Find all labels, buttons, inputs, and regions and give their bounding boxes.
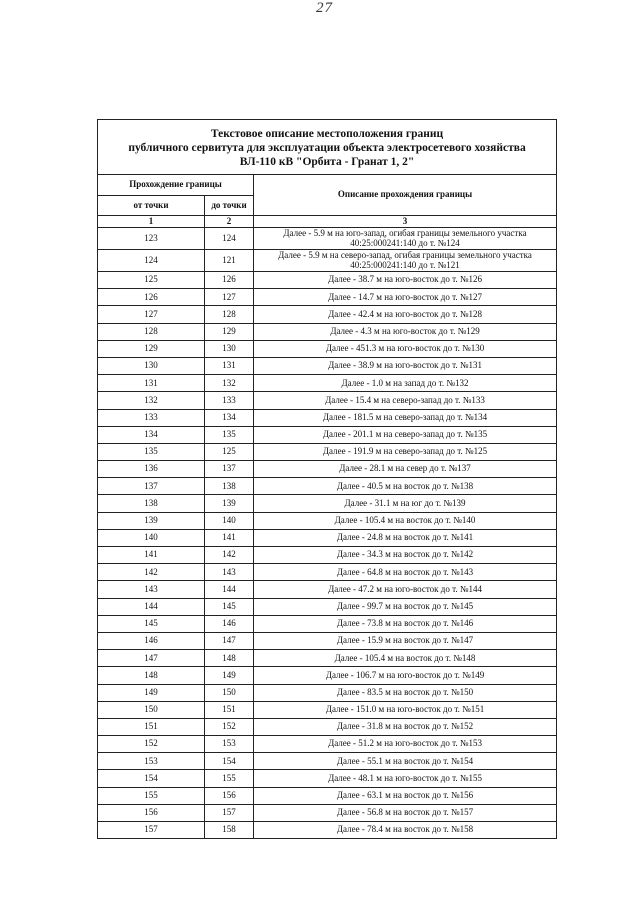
description-cell: Далее - 83.5 м на восток до т. №150: [254, 684, 557, 701]
from-point-header: от точки: [98, 196, 205, 216]
from-point-cell: 145: [98, 615, 205, 632]
from-point-cell: 157: [98, 822, 205, 839]
description-cell: Далее - 5.9 м на юго-запад, огибая границы земельного участка 40:25:000241:140 до т. №124: [254, 228, 557, 250]
document-title: [98, 120, 557, 175]
table-row: [98, 787, 557, 804]
to-point-cell: 144: [205, 581, 254, 598]
table-row: [98, 250, 557, 272]
to-point-cell: 139: [205, 495, 254, 512]
to-point-cell: 129: [205, 323, 254, 340]
title-line-1: Текстовое описание местоположения границ: [210, 128, 444, 141]
description-cell: Далее - 73.8 м на восток до т. №146: [254, 615, 557, 632]
to-point-cell: 128: [205, 306, 254, 323]
column-number-3: 3: [254, 216, 557, 228]
from-point-cell: 124: [98, 250, 205, 272]
to-point-cell: 149: [205, 667, 254, 684]
table-row: [98, 581, 557, 598]
from-point-cell: 153: [98, 753, 205, 770]
to-point-cell: 132: [205, 375, 254, 392]
column-number-1: 1: [98, 216, 205, 228]
description-cell: Далее - 40.5 м на восток до т. №138: [254, 478, 557, 495]
title-line-3: ВЛ-110 кВ "Орбита - Гранат 1, 2": [239, 155, 415, 168]
to-point-cell: 124: [205, 228, 254, 250]
from-point-cell: 131: [98, 375, 205, 392]
from-point-cell: 138: [98, 495, 205, 512]
description-cell: Далее - 105.4 м на восток до т. №148: [254, 650, 557, 667]
to-point-cell: 145: [205, 598, 254, 615]
description-header: Описание прохождения границы: [254, 175, 557, 216]
from-point-cell: 141: [98, 547, 205, 564]
table-row: [98, 289, 557, 306]
from-point-cell: 152: [98, 736, 205, 753]
description-cell: Далее - 451.3 м на юго-восток до т. №130: [254, 340, 557, 357]
to-point-cell: 151: [205, 701, 254, 718]
to-point-cell: 155: [205, 770, 254, 787]
table-row: [98, 357, 557, 374]
table-row: [98, 529, 557, 546]
from-point-cell: 126: [98, 289, 205, 306]
description-cell: Далее - 24.8 м на восток до т. №141: [254, 529, 557, 546]
description-cell: Далее - 51.2 м на юго-восток до т. №153: [254, 736, 557, 753]
from-point-cell: 130: [98, 357, 205, 374]
table-row: [98, 667, 557, 684]
table-row: [98, 306, 557, 323]
table-row: [98, 478, 557, 495]
from-point-cell: 132: [98, 392, 205, 409]
table-row: [98, 340, 557, 357]
from-point-cell: 133: [98, 409, 205, 426]
table-row: [98, 564, 557, 581]
table-row: [98, 650, 557, 667]
table-row: [98, 409, 557, 426]
to-point-cell: 125: [205, 443, 254, 460]
from-point-cell: 154: [98, 770, 205, 787]
description-cell: Далее - 38.7 м на юго-восток до т. №126: [254, 272, 557, 289]
table-row: [98, 684, 557, 701]
description-cell: Далее - 31.8 м на восток до т. №152: [254, 718, 557, 735]
table-row: [98, 718, 557, 735]
to-point-cell: 127: [205, 289, 254, 306]
to-point-cell: 133: [205, 392, 254, 409]
from-point-cell: 136: [98, 461, 205, 478]
table-row: [98, 632, 557, 649]
from-point-cell: 149: [98, 684, 205, 701]
description-cell: Далее - 201.1 м на северо-запад до т. №135: [254, 426, 557, 443]
passage-header: Прохождение границы: [98, 175, 254, 196]
boundary-table-body: [98, 120, 557, 839]
to-point-cell: 130: [205, 340, 254, 357]
to-point-header: до точки: [205, 196, 254, 216]
description-cell: Далее - 48.1 м на юго-восток до т. №155: [254, 770, 557, 787]
description-cell: Далее - 64.8 м на восток до т. №143: [254, 564, 557, 581]
to-point-cell: 146: [205, 615, 254, 632]
table-row: [98, 323, 557, 340]
table-row: [98, 822, 557, 839]
table-row: [98, 547, 557, 564]
description-cell: Далее - 1.0 м на запад до т. №132: [254, 375, 557, 392]
description-cell: Далее - 4.3 м на юго-восток до т. №129: [254, 323, 557, 340]
description-cell: Далее - 55.1 м на восток до т. №154: [254, 753, 557, 770]
title-row: [98, 120, 557, 175]
to-point-cell: 143: [205, 564, 254, 581]
table-row: [98, 701, 557, 718]
to-point-cell: 142: [205, 547, 254, 564]
from-point-cell: 128: [98, 323, 205, 340]
to-point-cell: 141: [205, 529, 254, 546]
from-point-cell: 139: [98, 512, 205, 529]
from-point-cell: 156: [98, 804, 205, 821]
to-point-cell: 156: [205, 787, 254, 804]
to-point-cell: 121: [205, 250, 254, 272]
column-number-2: 2: [205, 216, 254, 228]
from-point-cell: 150: [98, 701, 205, 718]
description-cell: Далее - 15.4 м на северо-запад до т. №133: [254, 392, 557, 409]
to-point-cell: 153: [205, 736, 254, 753]
description-cell: Далее - 99.7 м на восток до т. №145: [254, 598, 557, 615]
table-row: [98, 753, 557, 770]
table-row: [98, 770, 557, 787]
table-row: [98, 495, 557, 512]
description-cell: Далее - 28.1 м на север до т. №137: [254, 461, 557, 478]
table-row: [98, 228, 557, 250]
description-cell: Далее - 181.5 м на северо-запад до т. №134: [254, 409, 557, 426]
description-cell: Далее - 31.1 м на юг до т. №139: [254, 495, 557, 512]
to-point-cell: 134: [205, 409, 254, 426]
description-cell: Далее - 38.9 м на юго-восток до т. №131: [254, 357, 557, 374]
table-row: [98, 598, 557, 615]
from-point-cell: 155: [98, 787, 205, 804]
table-row: [98, 426, 557, 443]
from-point-cell: 140: [98, 529, 205, 546]
to-point-cell: 152: [205, 718, 254, 735]
table-row: [98, 461, 557, 478]
table-row: [98, 736, 557, 753]
from-point-cell: 144: [98, 598, 205, 615]
description-cell: Далее - 191.9 м на северо-запад до т. №125: [254, 443, 557, 460]
description-cell: Далее - 105.4 м на восток до т. №140: [254, 512, 557, 529]
from-point-cell: 142: [98, 564, 205, 581]
to-point-cell: 138: [205, 478, 254, 495]
to-point-cell: 158: [205, 822, 254, 839]
page-number: 27: [316, 0, 333, 16]
from-point-cell: 146: [98, 632, 205, 649]
description-cell: Далее - 42.4 м на юго-восток до т. №128: [254, 306, 557, 323]
to-point-cell: 148: [205, 650, 254, 667]
description-cell: Далее - 63.1 м на восток до т. №156: [254, 787, 557, 804]
description-cell: Далее - 47.2 м на юго-восток до т. №144: [254, 581, 557, 598]
table-row: [98, 443, 557, 460]
boundary-table: [97, 119, 557, 839]
from-point-cell: 137: [98, 478, 205, 495]
header-row: [98, 175, 557, 196]
table-row: [98, 375, 557, 392]
description-cell: Далее - 151.0 м на юго-восток до т. №151: [254, 701, 557, 718]
from-point-cell: 148: [98, 667, 205, 684]
from-point-cell: 135: [98, 443, 205, 460]
to-point-cell: 137: [205, 461, 254, 478]
to-point-cell: 126: [205, 272, 254, 289]
description-cell: Далее - 34.3 м на восток до т. №142: [254, 547, 557, 564]
to-point-cell: 135: [205, 426, 254, 443]
to-point-cell: 150: [205, 684, 254, 701]
title-line-2: публичного сервитута для эксплуатации объекта электросетевого хозяйства: [128, 142, 526, 155]
to-point-cell: 147: [205, 632, 254, 649]
to-point-cell: 140: [205, 512, 254, 529]
table-row: [98, 512, 557, 529]
to-point-cell: 157: [205, 804, 254, 821]
from-point-cell: 151: [98, 718, 205, 735]
table-row: [98, 615, 557, 632]
description-cell: Далее - 78.4 м на восток до т. №158: [254, 822, 557, 839]
description-cell: Далее - 15.9 м на восток до т. №147: [254, 632, 557, 649]
description-cell: Далее - 14.7 м на юго-восток до т. №127: [254, 289, 557, 306]
from-point-cell: 127: [98, 306, 205, 323]
from-point-cell: 123: [98, 228, 205, 250]
from-point-cell: 134: [98, 426, 205, 443]
table-row: [98, 804, 557, 821]
table-row: [98, 272, 557, 289]
from-point-cell: 143: [98, 581, 205, 598]
description-cell: Далее - 56.8 м на восток до т. №157: [254, 804, 557, 821]
description-cell: Далее - 106.7 м на юго-восток до т. №149: [254, 667, 557, 684]
column-number-row: [98, 216, 557, 228]
table-row: [98, 392, 557, 409]
to-point-cell: 131: [205, 357, 254, 374]
from-point-cell: 147: [98, 650, 205, 667]
from-point-cell: 129: [98, 340, 205, 357]
from-point-cell: 125: [98, 272, 205, 289]
description-cell: Далее - 5.9 м на северо-запад, огибая границы земельного участка 40:25:000241:140 до т. №121: [254, 250, 557, 272]
to-point-cell: 154: [205, 753, 254, 770]
